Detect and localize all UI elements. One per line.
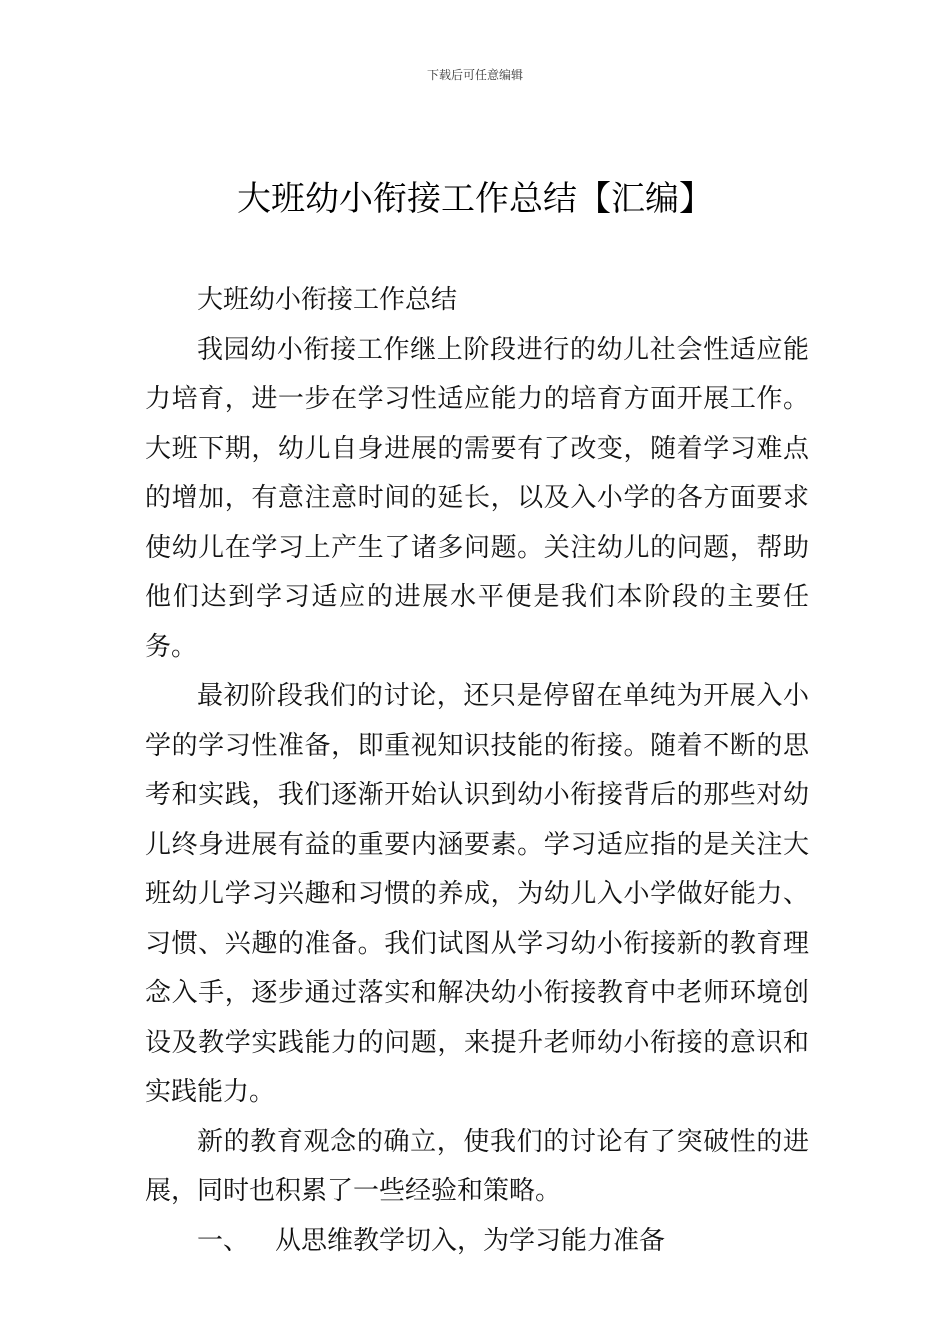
header-note: 下载后可任意编辑 xyxy=(426,68,523,82)
section-number: 一、 xyxy=(197,1225,250,1256)
document-title: 大班幼小衔接工作总结【汇编】 xyxy=(237,179,713,219)
document-body xyxy=(145,276,809,1266)
document-subtitle: 大班幼小衔接工作总结 xyxy=(197,285,458,315)
paragraph-3: 新的教育观念的确立，使我们的讨论有了突破性的进展，同时也积累了一些经验和策略。 xyxy=(145,1126,809,1206)
section-heading-text: 从思维教学切入，为学习能力准备 xyxy=(275,1225,666,1256)
section-heading-1 xyxy=(145,1217,809,1267)
paragraph-2: 最初阶段我们的讨论，还只是停留在单纯为开展入小学的学习性准备，即重视知识技能的衔接。随着不断的思考和实践，我们逐渐开始认识到幼小衔接背后的那些对幼儿终身进展有益的重要内涵要素。学习适应指的是关注大班幼儿学习兴趣和习惯的养成，为幼儿入小学做好能力、习惯、兴趣的准备。我们试图从学习幼小衔接新的教育理念入手，逐步通过落实和解决幼小衔接教育中老师环境创设及教学实践能力的问题，来提升老师幼小衔接的意识和实践能力。 xyxy=(145,681,809,1107)
paragraph-1: 我园幼小衔接工作继上阶段进行的幼儿社会性适应能力培育，进一步在学习性适应能力的培育方面开展工作。大班下期，幼儿自身进展的需要有了改变，随着学习难点的增加，有意注意时间的延长，以及入小学的各方面要求使幼儿在学习上产生了诸多问题。关注幼儿的问题，帮助他们达到学习适应的进展水平便是我们本阶段的主要任务。 xyxy=(145,334,809,662)
